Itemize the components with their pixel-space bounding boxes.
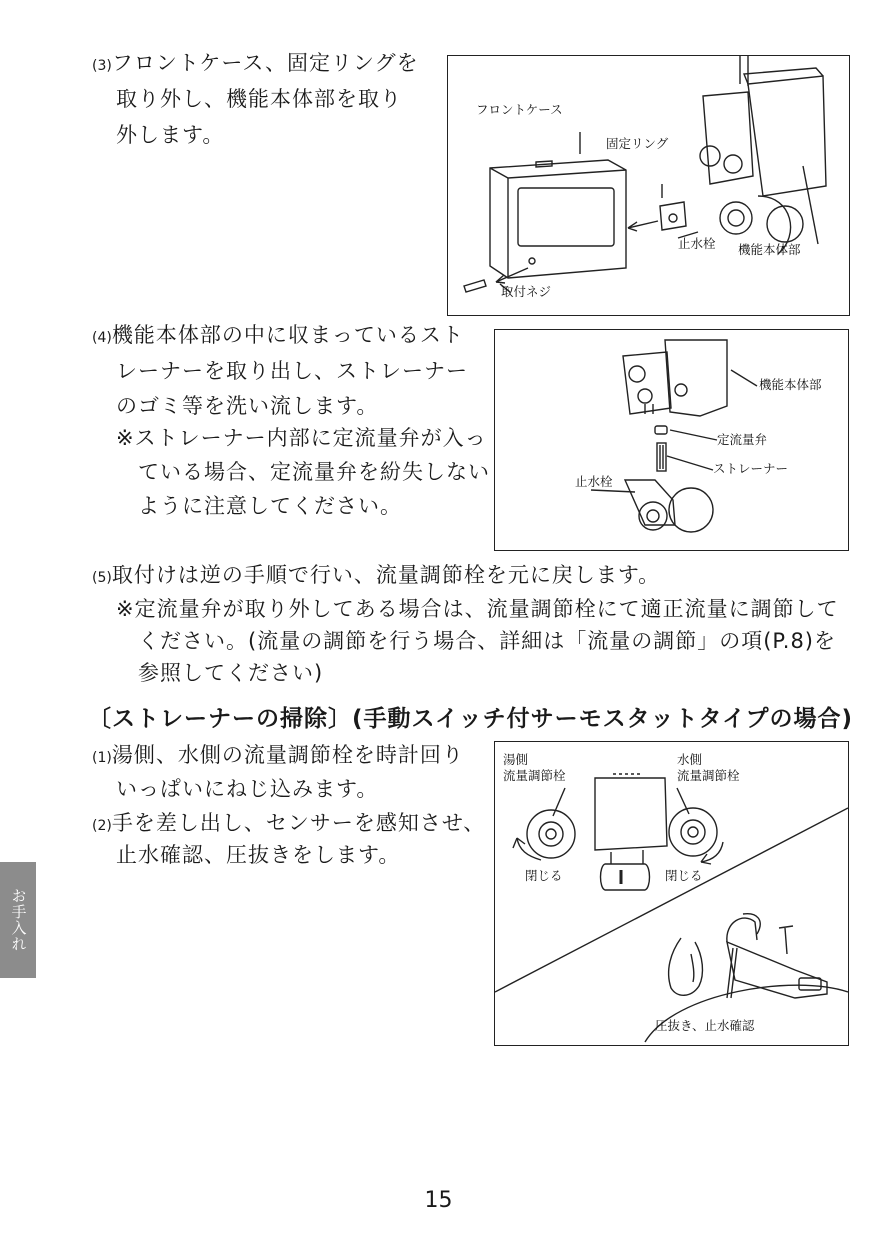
step4-note1: ※ストレーナー内部に定流量弁が入っ <box>116 426 487 450</box>
label-front-case: フロントケース <box>476 102 563 117</box>
label-main-unit-2: 機能本体部 <box>759 377 822 392</box>
step3-line1 <box>92 46 419 83</box>
step4-line1 <box>92 318 464 355</box>
step3-text1: フロントケース、固定リングを <box>111 51 419 75</box>
figure-valve-closing <box>494 741 849 1046</box>
label-cold-side: 水側 <box>677 752 703 767</box>
label-screw: 取付ネジ <box>501 284 552 299</box>
label-stop-valve-2: 止水栓 <box>575 474 613 489</box>
step4-line2: レーナーを取り出し、ストレーナー <box>116 359 468 383</box>
step3-line3: 外します。 <box>116 123 225 147</box>
stepB2-number: (2) <box>92 818 112 834</box>
label-fixing-ring: 固定リング <box>606 136 669 151</box>
label-cold-valve: 流量調節栓 <box>677 768 740 783</box>
step5-number: (5) <box>92 570 112 586</box>
step3-line2: 取り外し、機能本体部を取り <box>116 87 402 111</box>
label-constant-valve: 定流量弁 <box>717 432 768 447</box>
label-hot-valve: 流量調節栓 <box>503 768 566 783</box>
figure-strainer-removal <box>494 329 849 551</box>
step4-note2: ている場合、定流量弁を紛失しない <box>138 460 490 484</box>
figure-front-case-drawing <box>448 56 849 315</box>
figure-front-case-removal <box>447 55 850 316</box>
step5-note3: 参照してください) <box>138 661 324 685</box>
section-heading: 〔ストレーナーの掃除〕(手動スイッチ付サーモスタットタイプの場合) <box>88 706 853 732</box>
step4-text1: 機能本体部の中に収まっているスト <box>111 323 464 347</box>
figure-valve-drawing <box>495 742 848 1045</box>
label-strainer: ストレーナー <box>713 461 789 476</box>
step5-text1: 取付けは逆の手順で行い、流量調節栓を元に戻します。 <box>111 563 661 587</box>
side-tab-label: お手入れ <box>9 888 28 952</box>
step4-note3: ように注意してください。 <box>138 494 402 518</box>
label-close-left: 閉じる <box>525 868 563 883</box>
label-main-unit: 機能本体部 <box>738 242 801 257</box>
side-tab-maintenance <box>0 862 36 978</box>
step4-line3: のゴミ等を洗い流します。 <box>116 394 379 418</box>
label-close-right: 閉じる <box>665 868 703 883</box>
label-pressure-release: 圧抜き、止水確認 <box>655 1018 755 1033</box>
label-stop-valve: 止水栓 <box>678 236 716 251</box>
step5-line1 <box>92 558 660 595</box>
step3-number: (3) <box>92 58 112 74</box>
label-hot-side: 湯側 <box>503 752 529 767</box>
step5-note2: ください。(流量の調節を行う場合、詳細は「流量の調節」の項(P.8)を <box>138 629 837 653</box>
stepB2-text1: 手を差し出し、センサーを感知させ、 <box>111 811 486 835</box>
figure-strainer-drawing <box>495 330 848 550</box>
stepB1-line1 <box>92 738 464 775</box>
page-number: 15 <box>424 1188 453 1213</box>
stepB1-text1: 湯側、水側の流量調節栓を時計回り <box>111 743 464 767</box>
step4-number: (4) <box>92 330 112 346</box>
stepB2-line2: 止水確認、圧抜きをします。 <box>116 843 401 867</box>
stepB1-line2: いっぱいにねじ込みます。 <box>116 777 379 801</box>
step5-note1: ※定流量弁が取り外してある場合は、流量調節栓にて適正流量に調節して <box>116 597 839 621</box>
stepB1-number: (1) <box>92 750 112 766</box>
